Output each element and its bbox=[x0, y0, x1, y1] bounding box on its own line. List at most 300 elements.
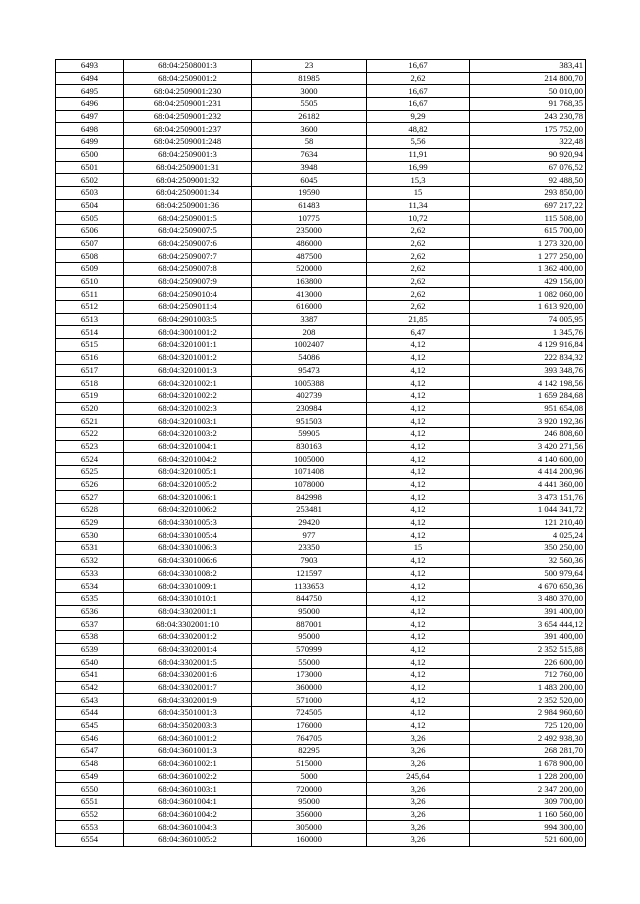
cadastral-number-cell: 68:04:2901003:5 bbox=[124, 313, 252, 326]
area-cell: 81985 bbox=[252, 72, 367, 85]
row-number-cell: 6536 bbox=[56, 605, 124, 618]
area-cell: 235000 bbox=[252, 224, 367, 237]
specific-value-cell: 3,26 bbox=[367, 795, 470, 808]
cadastral-number-cell: 68:04:2509001:34 bbox=[124, 186, 252, 199]
cadastral-number-cell: 68:04:3301006:6 bbox=[124, 554, 252, 567]
area-cell: 520000 bbox=[252, 263, 367, 276]
specific-value-cell: 4,12 bbox=[367, 415, 470, 428]
table-row bbox=[56, 491, 586, 504]
area-cell: 3948 bbox=[252, 161, 367, 174]
cadastral-number-cell: 68:04:2509001:3 bbox=[124, 148, 252, 161]
table-row bbox=[56, 161, 586, 174]
row-number-cell: 6537 bbox=[56, 618, 124, 631]
cadastral-value-cell: 4 142 198,56 bbox=[470, 377, 586, 390]
specific-value-cell: 4,12 bbox=[367, 630, 470, 643]
area-cell: 95000 bbox=[252, 605, 367, 618]
specific-value-cell: 4,12 bbox=[367, 529, 470, 542]
table-row bbox=[56, 136, 586, 149]
table-row bbox=[56, 339, 586, 352]
specific-value-cell: 16,67 bbox=[367, 98, 470, 111]
area-cell: 7903 bbox=[252, 554, 367, 567]
specific-value-cell: 4,12 bbox=[367, 580, 470, 593]
table-row bbox=[56, 745, 586, 758]
table-row bbox=[56, 415, 586, 428]
table-row bbox=[56, 821, 586, 834]
cadastral-value-cell: 1 345,76 bbox=[470, 326, 586, 339]
table-row bbox=[56, 719, 586, 732]
area-cell: 230984 bbox=[252, 402, 367, 415]
table-row bbox=[56, 453, 586, 466]
area-cell: 1002407 bbox=[252, 339, 367, 352]
table-row bbox=[56, 212, 586, 225]
specific-value-cell: 4,12 bbox=[367, 504, 470, 517]
row-number-cell: 6504 bbox=[56, 199, 124, 212]
specific-value-cell: 4,12 bbox=[367, 364, 470, 377]
row-number-cell: 6525 bbox=[56, 466, 124, 479]
cadastral-value-cell: 4 414 200,96 bbox=[470, 466, 586, 479]
specific-value-cell: 6,47 bbox=[367, 326, 470, 339]
cadastral-value-cell: 3 920 192,36 bbox=[470, 415, 586, 428]
cadastral-number-cell: 68:04:3302001:1 bbox=[124, 605, 252, 618]
cadastral-value-cell: 2 492 938,30 bbox=[470, 732, 586, 745]
table-row bbox=[56, 148, 586, 161]
specific-value-cell: 4,12 bbox=[367, 592, 470, 605]
table-row bbox=[56, 98, 586, 111]
specific-value-cell: 2,62 bbox=[367, 237, 470, 250]
row-number-cell: 6524 bbox=[56, 453, 124, 466]
specific-value-cell: 2,62 bbox=[367, 263, 470, 276]
area-cell: 616000 bbox=[252, 301, 367, 314]
cadastral-value-cell: 32 560,36 bbox=[470, 554, 586, 567]
area-cell: 54086 bbox=[252, 351, 367, 364]
row-number-cell: 6551 bbox=[56, 795, 124, 808]
row-number-cell: 6513 bbox=[56, 313, 124, 326]
cadastral-value-cell: 391 400,00 bbox=[470, 605, 586, 618]
table-row bbox=[56, 123, 586, 136]
area-cell: 764705 bbox=[252, 732, 367, 745]
cadastral-value-cell: 3 654 444,12 bbox=[470, 618, 586, 631]
table-row bbox=[56, 605, 586, 618]
area-cell: 356000 bbox=[252, 808, 367, 821]
cadastral-value-cell: 383,41 bbox=[470, 60, 586, 73]
cadastral-number-cell: 68:04:3301005:4 bbox=[124, 529, 252, 542]
cadastral-value-cell: 293 850,00 bbox=[470, 186, 586, 199]
cadastral-value-cell: 4 441 360,00 bbox=[470, 478, 586, 491]
area-cell: 486000 bbox=[252, 237, 367, 250]
row-number-cell: 6509 bbox=[56, 263, 124, 276]
area-cell: 487500 bbox=[252, 250, 367, 263]
table-row bbox=[56, 707, 586, 720]
cadastral-value-cell: 429 156,00 bbox=[470, 275, 586, 288]
cadastral-number-cell: 68:04:3301006:3 bbox=[124, 542, 252, 555]
cadastral-number-cell: 68:04:2509001:2 bbox=[124, 72, 252, 85]
table-row bbox=[56, 795, 586, 808]
cadastral-number-cell: 68:04:3601003:1 bbox=[124, 783, 252, 796]
table-row bbox=[56, 516, 586, 529]
cadastral-value-cell: 214 800,70 bbox=[470, 72, 586, 85]
row-number-cell: 6529 bbox=[56, 516, 124, 529]
row-number-cell: 6501 bbox=[56, 161, 124, 174]
cadastral-value-cell: 121 210,40 bbox=[470, 516, 586, 529]
row-number-cell: 6497 bbox=[56, 110, 124, 123]
row-number-cell: 6531 bbox=[56, 542, 124, 555]
row-number-cell: 6521 bbox=[56, 415, 124, 428]
cadastral-number-cell: 68:04:2509007:5 bbox=[124, 224, 252, 237]
row-number-cell: 6522 bbox=[56, 427, 124, 440]
cadastral-value-cell: 4 025,24 bbox=[470, 529, 586, 542]
specific-value-cell: 16,67 bbox=[367, 60, 470, 73]
cadastral-number-cell: 68:04:2509007:8 bbox=[124, 263, 252, 276]
row-number-cell: 6516 bbox=[56, 351, 124, 364]
area-cell: 1071408 bbox=[252, 466, 367, 479]
row-number-cell: 6511 bbox=[56, 288, 124, 301]
cadastral-value-cell: 4 129 916,84 bbox=[470, 339, 586, 352]
specific-value-cell: 4,12 bbox=[367, 567, 470, 580]
cadastral-value-cell: 1 678 900,00 bbox=[470, 757, 586, 770]
cadastral-number-cell: 68:04:3601001:3 bbox=[124, 745, 252, 758]
specific-value-cell: 4,12 bbox=[367, 466, 470, 479]
cadastral-number-cell: 68:04:2509010:4 bbox=[124, 288, 252, 301]
cadastral-number-cell: 68:04:3301009:1 bbox=[124, 580, 252, 593]
cadastral-value-cell: 391 400,00 bbox=[470, 630, 586, 643]
cadastral-value-cell: 1 273 320,00 bbox=[470, 237, 586, 250]
specific-value-cell: 48,82 bbox=[367, 123, 470, 136]
row-number-cell: 6498 bbox=[56, 123, 124, 136]
area-cell: 1133653 bbox=[252, 580, 367, 593]
specific-value-cell: 4,12 bbox=[367, 389, 470, 402]
cadastral-value-cell: 4 140 600,00 bbox=[470, 453, 586, 466]
specific-value-cell: 4,12 bbox=[367, 656, 470, 669]
cadastral-number-cell: 68:04:3201002:1 bbox=[124, 377, 252, 390]
specific-value-cell: 4,12 bbox=[367, 554, 470, 567]
cadastral-number-cell: 68:04:2509001:32 bbox=[124, 174, 252, 187]
row-number-cell: 6547 bbox=[56, 745, 124, 758]
area-cell: 163800 bbox=[252, 275, 367, 288]
area-cell: 3600 bbox=[252, 123, 367, 136]
cadastral-number-cell: 68:04:3601004:1 bbox=[124, 795, 252, 808]
area-cell: 570999 bbox=[252, 643, 367, 656]
cadastral-number-cell: 68:04:3302001:9 bbox=[124, 694, 252, 707]
specific-value-cell: 4,12 bbox=[367, 351, 470, 364]
cadastral-number-cell: 68:04:3302001:6 bbox=[124, 669, 252, 682]
table-row bbox=[56, 567, 586, 580]
specific-value-cell: 4,12 bbox=[367, 669, 470, 682]
specific-value-cell: 3,26 bbox=[367, 808, 470, 821]
specific-value-cell: 4,12 bbox=[367, 681, 470, 694]
area-cell: 26182 bbox=[252, 110, 367, 123]
area-cell: 59905 bbox=[252, 427, 367, 440]
row-number-cell: 6494 bbox=[56, 72, 124, 85]
table-row bbox=[56, 694, 586, 707]
row-number-cell: 6546 bbox=[56, 732, 124, 745]
cadastral-number-cell: 68:04:3302001:2 bbox=[124, 630, 252, 643]
row-number-cell: 6553 bbox=[56, 821, 124, 834]
cadastral-number-cell: 68:04:2509001:230 bbox=[124, 85, 252, 98]
specific-value-cell: 2,62 bbox=[367, 250, 470, 263]
cadastral-value-cell: 67 076,52 bbox=[470, 161, 586, 174]
table-row bbox=[56, 833, 586, 846]
cadastral-number-cell: 68:04:3501001:3 bbox=[124, 707, 252, 720]
row-number-cell: 6499 bbox=[56, 136, 124, 149]
row-number-cell: 6502 bbox=[56, 174, 124, 187]
cadastral-value-cell: 4 670 650,36 bbox=[470, 580, 586, 593]
cadastral-value-cell: 3 480 370,00 bbox=[470, 592, 586, 605]
area-cell: 176000 bbox=[252, 719, 367, 732]
cadastral-number-cell: 68:04:3201004:2 bbox=[124, 453, 252, 466]
row-number-cell: 6534 bbox=[56, 580, 124, 593]
specific-value-cell: 16,67 bbox=[367, 85, 470, 98]
specific-value-cell: 5,56 bbox=[367, 136, 470, 149]
table-row bbox=[56, 199, 586, 212]
row-number-cell: 6500 bbox=[56, 148, 124, 161]
specific-value-cell: 4,12 bbox=[367, 402, 470, 415]
area-cell: 6045 bbox=[252, 174, 367, 187]
table-row bbox=[56, 427, 586, 440]
row-number-cell: 6506 bbox=[56, 224, 124, 237]
row-number-cell: 6535 bbox=[56, 592, 124, 605]
area-cell: 842998 bbox=[252, 491, 367, 504]
cadastral-value-cell: 393 348,76 bbox=[470, 364, 586, 377]
table-row bbox=[56, 377, 586, 390]
area-cell: 82295 bbox=[252, 745, 367, 758]
cadastral-value-cell: 1 044 341,72 bbox=[470, 504, 586, 517]
area-cell: 95473 bbox=[252, 364, 367, 377]
cadastral-number-cell: 68:04:2509001:248 bbox=[124, 136, 252, 149]
area-cell: 1005388 bbox=[252, 377, 367, 390]
row-number-cell: 6552 bbox=[56, 808, 124, 821]
cadastral-number-cell: 68:04:2509001:5 bbox=[124, 212, 252, 225]
cadastral-number-cell: 68:04:3201003:1 bbox=[124, 415, 252, 428]
row-number-cell: 6493 bbox=[56, 60, 124, 73]
table-row bbox=[56, 554, 586, 567]
table-row bbox=[56, 592, 586, 605]
table-row bbox=[56, 504, 586, 517]
row-number-cell: 6514 bbox=[56, 326, 124, 339]
cadastral-number-cell: 68:04:3601002:2 bbox=[124, 770, 252, 783]
table-row bbox=[56, 313, 586, 326]
cadastral-number-cell: 68:04:3201002:3 bbox=[124, 402, 252, 415]
cadastral-value-cell: 268 281,70 bbox=[470, 745, 586, 758]
specific-value-cell: 9,29 bbox=[367, 110, 470, 123]
cadastral-value-cell: 243 230,78 bbox=[470, 110, 586, 123]
cadastral-value-cell: 1 613 920,00 bbox=[470, 301, 586, 314]
area-cell: 402739 bbox=[252, 389, 367, 402]
specific-value-cell: 245,64 bbox=[367, 770, 470, 783]
cadastral-value-cell: 521 600,00 bbox=[470, 833, 586, 846]
specific-value-cell: 4,12 bbox=[367, 719, 470, 732]
area-cell: 1078000 bbox=[252, 478, 367, 491]
row-number-cell: 6538 bbox=[56, 630, 124, 643]
cadastral-number-cell: 68:04:3201006:1 bbox=[124, 491, 252, 504]
specific-value-cell: 15 bbox=[367, 542, 470, 555]
specific-value-cell: 4,12 bbox=[367, 453, 470, 466]
cadastral-value-cell: 1 082 060,00 bbox=[470, 288, 586, 301]
row-number-cell: 6533 bbox=[56, 567, 124, 580]
table-row bbox=[56, 770, 586, 783]
area-cell: 887001 bbox=[252, 618, 367, 631]
specific-value-cell: 4,12 bbox=[367, 491, 470, 504]
cadastral-value-cell: 1 362 400,00 bbox=[470, 263, 586, 276]
area-cell: 19590 bbox=[252, 186, 367, 199]
table-row bbox=[56, 669, 586, 682]
table-row bbox=[56, 250, 586, 263]
table-row bbox=[56, 783, 586, 796]
cadastral-value-cell: 91 768,35 bbox=[470, 98, 586, 111]
cadastral-value-cell: 50 010,00 bbox=[470, 85, 586, 98]
cadastral-number-cell: 68:04:3201004:1 bbox=[124, 440, 252, 453]
table-row bbox=[56, 364, 586, 377]
cadastral-value-cell: 2 984 960,60 bbox=[470, 707, 586, 720]
cadastral-number-cell: 68:04:2509007:7 bbox=[124, 250, 252, 263]
table-row bbox=[56, 656, 586, 669]
cadastral-number-cell: 68:04:2509001:232 bbox=[124, 110, 252, 123]
cadastral-value-cell: 222 834,32 bbox=[470, 351, 586, 364]
cadastral-number-cell: 68:04:3301005:3 bbox=[124, 516, 252, 529]
specific-value-cell: 4,12 bbox=[367, 707, 470, 720]
cadastral-value-cell: 175 752,00 bbox=[470, 123, 586, 136]
row-number-cell: 6541 bbox=[56, 669, 124, 682]
cadastral-value-cell: 115 508,00 bbox=[470, 212, 586, 225]
specific-value-cell: 2,62 bbox=[367, 301, 470, 314]
cadastral-value-cell: 2 352 515,88 bbox=[470, 643, 586, 656]
cadastral-number-cell: 68:04:3502003:3 bbox=[124, 719, 252, 732]
row-number-cell: 6542 bbox=[56, 681, 124, 694]
area-cell: 29420 bbox=[252, 516, 367, 529]
row-number-cell: 6544 bbox=[56, 707, 124, 720]
area-cell: 830163 bbox=[252, 440, 367, 453]
specific-value-cell: 15 bbox=[367, 186, 470, 199]
area-cell: 55000 bbox=[252, 656, 367, 669]
cadastral-value-cell: 3 420 271,56 bbox=[470, 440, 586, 453]
specific-value-cell: 2,62 bbox=[367, 275, 470, 288]
cadastral-number-cell: 68:04:3201002:2 bbox=[124, 389, 252, 402]
area-cell: 360000 bbox=[252, 681, 367, 694]
specific-value-cell: 2,62 bbox=[367, 224, 470, 237]
specific-value-cell: 4,12 bbox=[367, 618, 470, 631]
cadastral-value-cell: 1 160 560,00 bbox=[470, 808, 586, 821]
table-row bbox=[56, 186, 586, 199]
specific-value-cell: 3,26 bbox=[367, 833, 470, 846]
table-row bbox=[56, 580, 586, 593]
specific-value-cell: 21,85 bbox=[367, 313, 470, 326]
row-number-cell: 6526 bbox=[56, 478, 124, 491]
area-cell: 720000 bbox=[252, 783, 367, 796]
row-number-cell: 6495 bbox=[56, 85, 124, 98]
row-number-cell: 6520 bbox=[56, 402, 124, 415]
cadastral-value-cell: 246 808,60 bbox=[470, 427, 586, 440]
specific-value-cell: 4,12 bbox=[367, 643, 470, 656]
table-row bbox=[56, 440, 586, 453]
row-number-cell: 6512 bbox=[56, 301, 124, 314]
table-row bbox=[56, 478, 586, 491]
row-number-cell: 6545 bbox=[56, 719, 124, 732]
cadastral-value-cell: 2 347 200,00 bbox=[470, 783, 586, 796]
specific-value-cell: 4,12 bbox=[367, 516, 470, 529]
area-cell: 515000 bbox=[252, 757, 367, 770]
row-number-cell: 6528 bbox=[56, 504, 124, 517]
row-number-cell: 6510 bbox=[56, 275, 124, 288]
cadastral-number-cell: 68:04:3302001:7 bbox=[124, 681, 252, 694]
table-row bbox=[56, 275, 586, 288]
area-cell: 95000 bbox=[252, 795, 367, 808]
row-number-cell: 6523 bbox=[56, 440, 124, 453]
table-row bbox=[56, 402, 586, 415]
table-row bbox=[56, 757, 586, 770]
row-number-cell: 6539 bbox=[56, 643, 124, 656]
specific-value-cell: 4,12 bbox=[367, 427, 470, 440]
specific-value-cell: 3,26 bbox=[367, 783, 470, 796]
row-number-cell: 6505 bbox=[56, 212, 124, 225]
cadastral-number-cell: 68:04:2509007:9 bbox=[124, 275, 252, 288]
cadastral-value-table bbox=[55, 59, 586, 847]
cadastral-number-cell: 68:04:3201006:2 bbox=[124, 504, 252, 517]
table-row bbox=[56, 72, 586, 85]
cadastral-number-cell: 68:04:3001001:2 bbox=[124, 326, 252, 339]
area-cell: 253481 bbox=[252, 504, 367, 517]
cadastral-number-cell: 68:04:3601002:1 bbox=[124, 757, 252, 770]
table-row bbox=[56, 529, 586, 542]
area-cell: 977 bbox=[252, 529, 367, 542]
table-row bbox=[56, 542, 586, 555]
cadastral-number-cell: 68:04:3601004:3 bbox=[124, 821, 252, 834]
cadastral-value-cell: 74 005,95 bbox=[470, 313, 586, 326]
specific-value-cell: 3,26 bbox=[367, 745, 470, 758]
area-cell: 413000 bbox=[252, 288, 367, 301]
cadastral-value-cell: 2 352 520,00 bbox=[470, 694, 586, 707]
table-row bbox=[56, 326, 586, 339]
table-row bbox=[56, 351, 586, 364]
row-number-cell: 6554 bbox=[56, 833, 124, 846]
row-number-cell: 6548 bbox=[56, 757, 124, 770]
area-cell: 23 bbox=[252, 60, 367, 73]
table-row bbox=[56, 263, 586, 276]
table-row bbox=[56, 110, 586, 123]
cadastral-number-cell: 68:04:3302001:10 bbox=[124, 618, 252, 631]
cadastral-number-cell: 68:04:2509001:237 bbox=[124, 123, 252, 136]
area-cell: 5000 bbox=[252, 770, 367, 783]
cadastral-number-cell: 68:04:2509001:31 bbox=[124, 161, 252, 174]
area-cell: 724505 bbox=[252, 707, 367, 720]
cadastral-value-cell: 1 659 284,68 bbox=[470, 389, 586, 402]
row-number-cell: 6519 bbox=[56, 389, 124, 402]
area-cell: 23350 bbox=[252, 542, 367, 555]
area-cell: 305000 bbox=[252, 821, 367, 834]
area-cell: 58 bbox=[252, 136, 367, 149]
cadastral-value-cell: 1 277 250,00 bbox=[470, 250, 586, 263]
cadastral-number-cell: 68:04:2508001:3 bbox=[124, 60, 252, 73]
table-row bbox=[56, 808, 586, 821]
cadastral-value-cell: 994 300,00 bbox=[470, 821, 586, 834]
cadastral-number-cell: 68:04:3201005:1 bbox=[124, 466, 252, 479]
table-body bbox=[56, 60, 586, 847]
table-row bbox=[56, 85, 586, 98]
cadastral-value-cell: 1 228 200,00 bbox=[470, 770, 586, 783]
area-cell: 571000 bbox=[252, 694, 367, 707]
specific-value-cell: 3,26 bbox=[367, 757, 470, 770]
cadastral-number-cell: 68:04:2509011:4 bbox=[124, 301, 252, 314]
table-row bbox=[56, 681, 586, 694]
table-row bbox=[56, 643, 586, 656]
area-cell: 7634 bbox=[252, 148, 367, 161]
cadastral-value-cell: 322,48 bbox=[470, 136, 586, 149]
row-number-cell: 6527 bbox=[56, 491, 124, 504]
cadastral-number-cell: 68:04:3201001:3 bbox=[124, 364, 252, 377]
cadastral-number-cell: 68:04:3601001:2 bbox=[124, 732, 252, 745]
area-cell: 95000 bbox=[252, 630, 367, 643]
area-cell: 5505 bbox=[252, 98, 367, 111]
specific-value-cell: 4,12 bbox=[367, 440, 470, 453]
specific-value-cell: 11,34 bbox=[367, 199, 470, 212]
